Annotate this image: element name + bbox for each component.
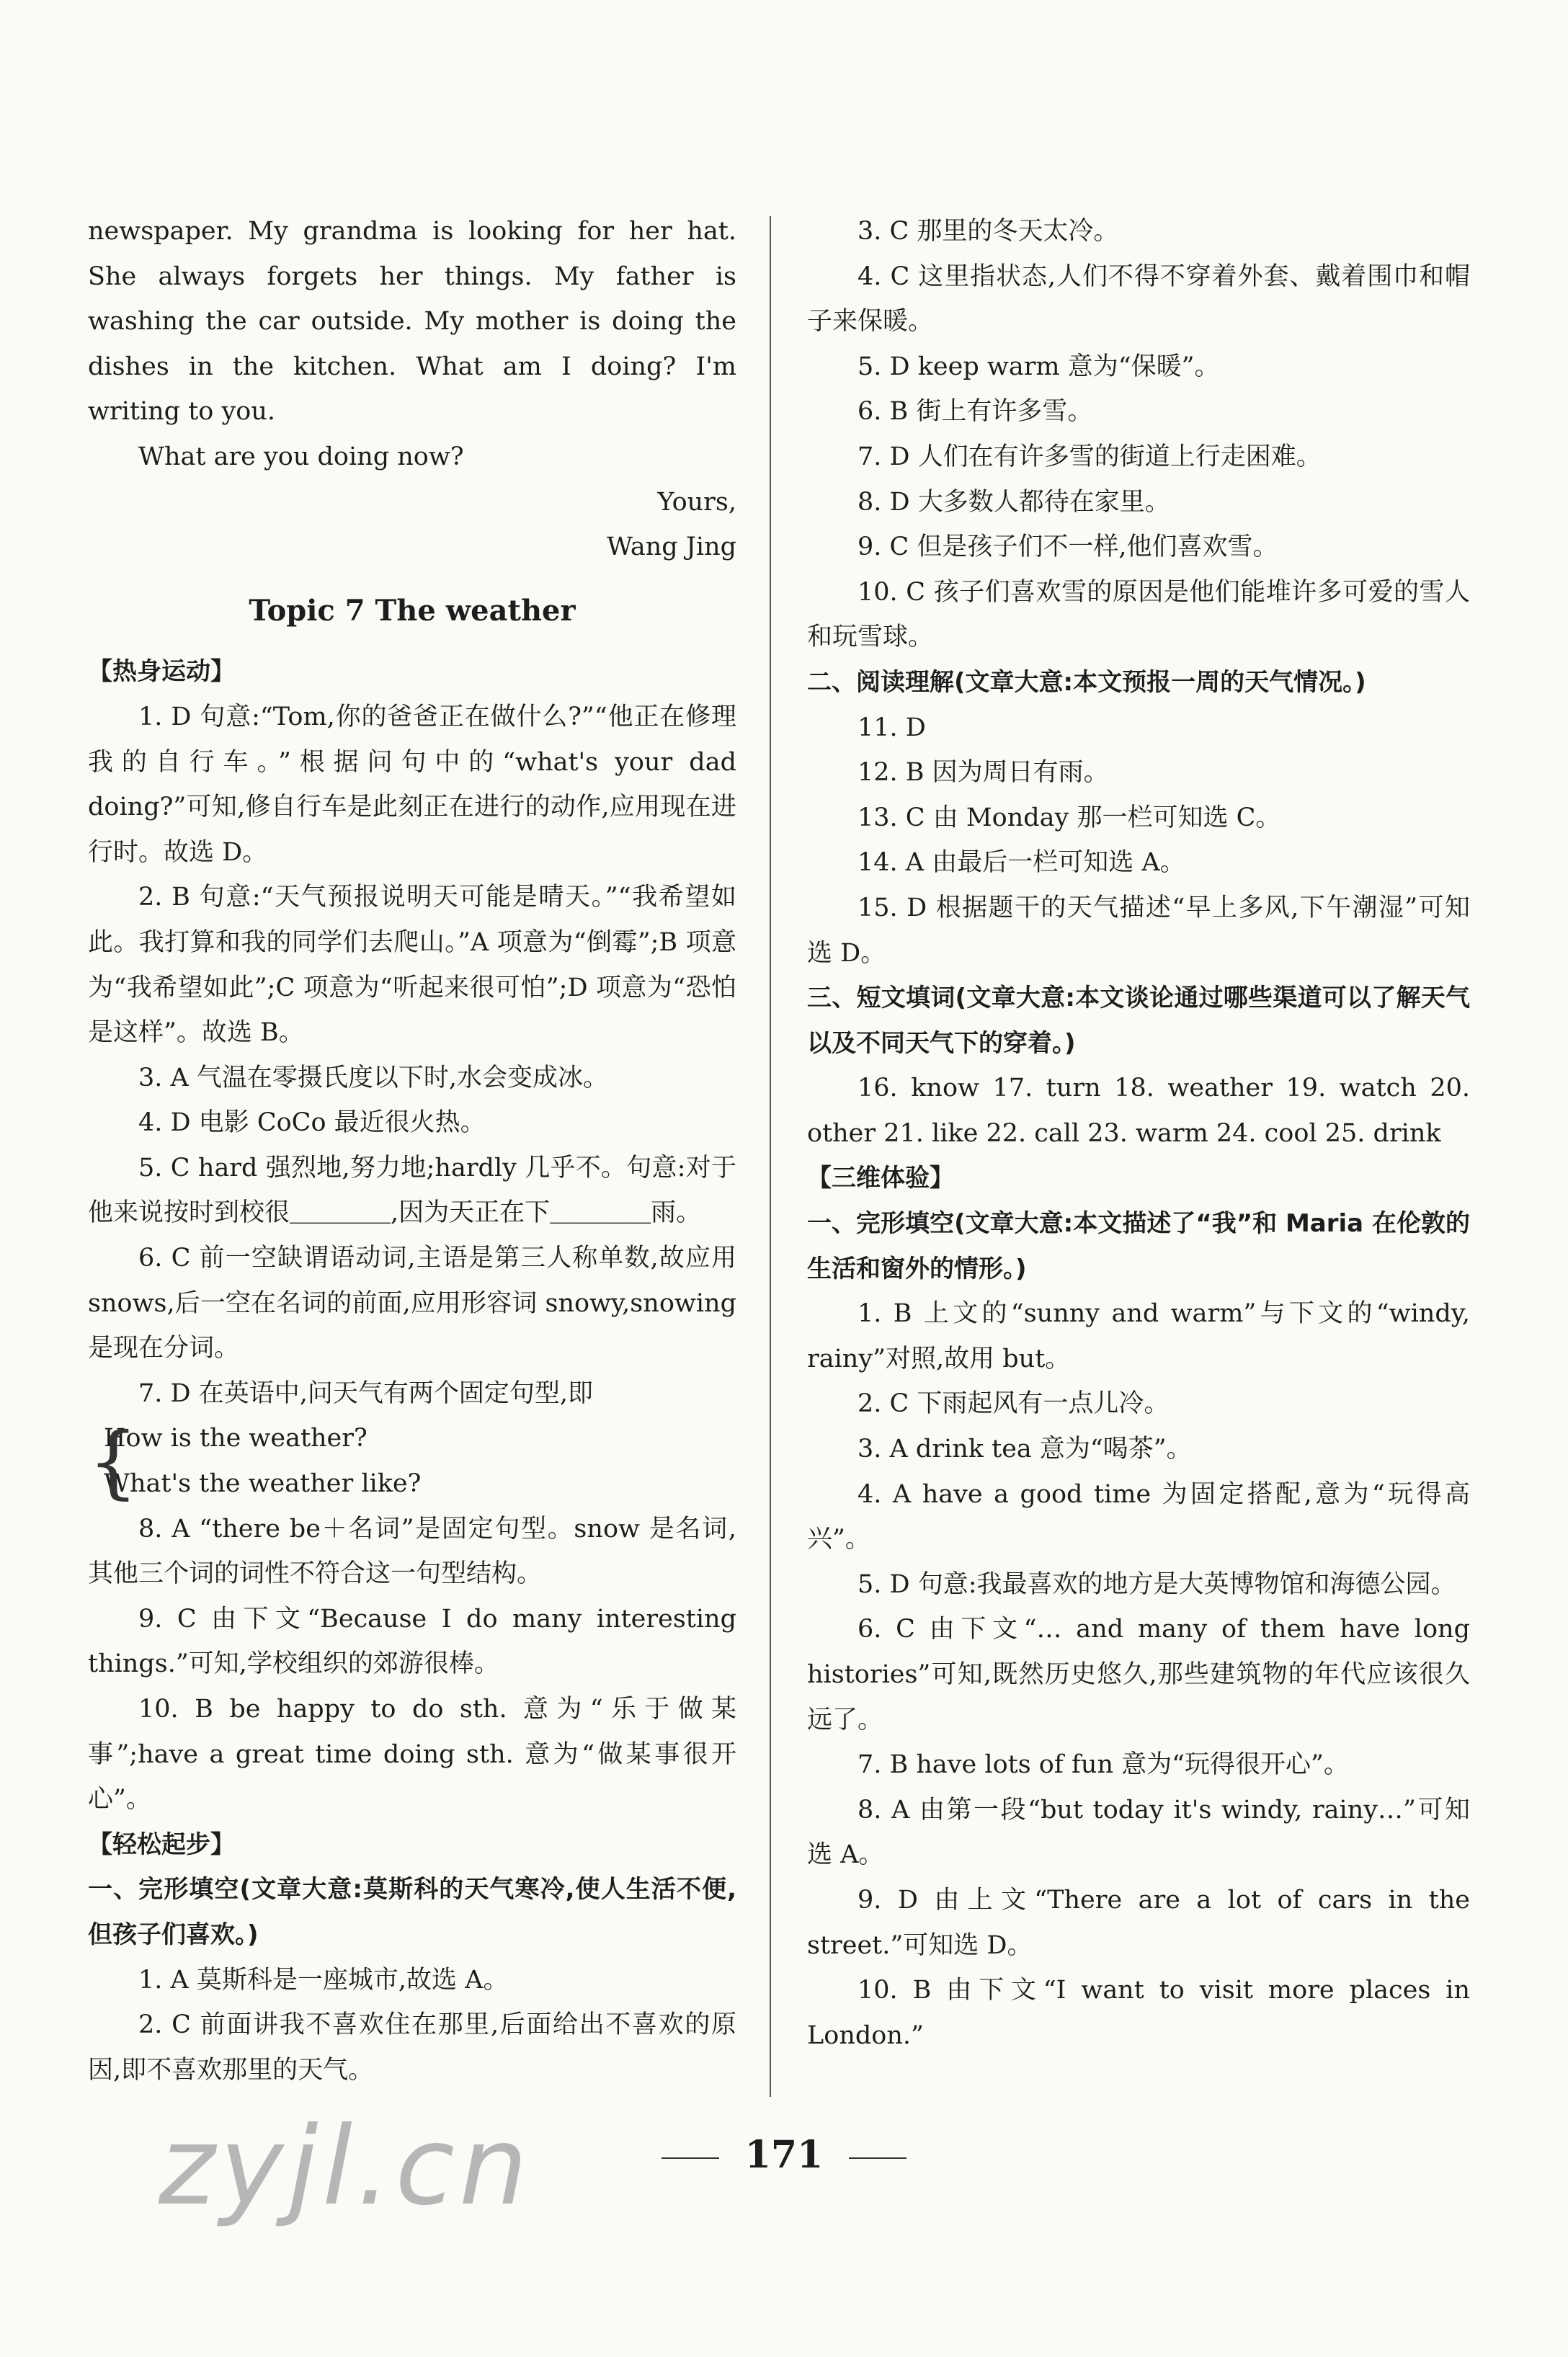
left-column bbox=[88, 209, 736, 2093]
paragraph: 1. B 上文的“sunny and warm”与下文的“windy, rainy”对照,故用 but。 bbox=[807, 1299, 1470, 1373]
paragraph: 10. B 由下文“I want to visit more places in London.” bbox=[807, 1976, 1470, 2050]
paragraph: 9. C 由下文“Because I do many interesting things.”可知,学校组织的郊游很棒。 bbox=[88, 1604, 736, 1679]
paragraph: 6. B 街上有许多雪。 bbox=[858, 397, 1093, 427]
paragraph: newspaper. My grandma is looking for her hat. She always forgets her things. My father is washing the car outside. My mother is doing the dishes in the kitchen. What am I doing? I'm writing to you. bbox=[88, 217, 736, 427]
paragraph: 8. D 大多数人都待在家里。 bbox=[858, 487, 1170, 517]
section-heading: 【轻松起步】 bbox=[88, 1830, 235, 1859]
paragraph: 6. C 前一空缺谓语动词,主语是第三人称单数,故应用 snows,后一空在名词的前面,应用形容词 snowy,snowing 是现在分词。 bbox=[88, 1244, 736, 1363]
paragraph: 7. D 人们在有许多雪的街道上行走困难。 bbox=[858, 442, 1322, 471]
section-heading: 三、短文填词(文章大意:本文谈论通过哪些渠道可以了解天气以及不同天气下的穿着。) bbox=[807, 984, 1470, 1058]
brace-line: How is the weather? bbox=[104, 1424, 368, 1453]
paragraph: 4. C 这里指状态,人们不得不穿着外套、戴着围巾和帽子来保暖。 bbox=[807, 262, 1470, 337]
paragraph: 10. C 孩子们喜欢雪的原因是他们能堆许多可爱的雪人和玩雪球。 bbox=[807, 577, 1470, 652]
paragraph: 11. D bbox=[858, 713, 926, 742]
topic-title: Topic 7 The weather bbox=[249, 593, 576, 628]
page-number-dash-right bbox=[849, 2157, 906, 2159]
brace-symbol: { bbox=[88, 1415, 138, 1508]
paragraph: 4. A have a good time 为固定搭配,意为“玩得高兴”。 bbox=[807, 1479, 1470, 1554]
brace-block bbox=[88, 1416, 736, 1506]
paragraph: 3. A drink tea 意为“喝茶”。 bbox=[858, 1435, 1192, 1464]
signature-line: Yours, bbox=[657, 487, 736, 517]
paragraph: What are you doing now? bbox=[138, 442, 464, 471]
paragraph: 6. C 由下文“… and many of them have long histories”可知,既然历史悠久,那些建筑物的年代应该很久远了。 bbox=[807, 1615, 1470, 1734]
section-heading: 一、完形填空(文章大意:本文描述了“我”和 Maria 在伦敦的生活和窗外的情形。) bbox=[807, 1209, 1470, 1283]
paragraph: 13. C 由 Monday 那一栏可知选 C。 bbox=[858, 803, 1281, 832]
paragraph: 16. know 17. turn 18. weather 19. watch 20. other 21. like 22. call 23. warm 24. cool 25. drink bbox=[807, 1074, 1470, 1148]
paragraph: 8. A 由第一段“but today it's windy, rainy…”可知选 A。 bbox=[807, 1795, 1470, 1870]
signature-line: Wang Jing bbox=[606, 533, 736, 562]
paragraph: 3. A 气温在零摄氏度以下时,水会变成冰。 bbox=[138, 1063, 609, 1092]
paragraph: 2. B 句意:“天气预报说明天可能是晴天。”“我希望如此。我打算和我的同学们去爬山。”A 项意为“倒霉”;B 项意为“我希望如此”;C 项意为“听起来很可怕”;D 项意为“恐怕是这样”。故选 B。 bbox=[88, 883, 736, 1048]
watermark-logo: zyjl.cn bbox=[159, 2104, 533, 2229]
paragraph: 3. C 那里的冬天太冷。 bbox=[858, 217, 1119, 246]
paragraph: 9. C 但是孩子们不一样,他们喜欢雪。 bbox=[858, 533, 1278, 562]
paragraph: 12. B 因为周日有雨。 bbox=[858, 758, 1109, 788]
paragraph: 4. D 电影 CoCo 最近很火热。 bbox=[138, 1108, 486, 1138]
paragraph: 9. D 由上文“There are a lot of cars in the street.”可知选 D。 bbox=[807, 1885, 1470, 1960]
section-heading: 二、阅读理解(文章大意:本文预报一周的天气情况。) bbox=[807, 667, 1366, 697]
section-heading: 一、完形填空(文章大意:莫斯科的天气寒冷,使人生活不便,但孩子们喜欢。) bbox=[88, 1875, 736, 1949]
right-column bbox=[807, 209, 1470, 2058]
column-divider bbox=[770, 216, 771, 2097]
paragraph: 5. D keep warm 意为“保暖”。 bbox=[858, 352, 1220, 381]
paragraph: 1. D 句意:“Tom,你的爸爸正在做什么?”“他正在修理我的自行车。”根据问句中的“what's your dad doing?”可知,修自行车是此刻正在进行的动作,应用现在进行时。故选 D。 bbox=[88, 702, 736, 867]
paragraph: 15. D 根据题干的天气描述“早上多风,下午潮湿”可知选 D。 bbox=[807, 893, 1470, 968]
page-number-text: 171 bbox=[744, 2133, 824, 2177]
paragraph: 7. B have lots of fun 意为“玩得很开心”。 bbox=[858, 1750, 1349, 1780]
paragraph: 1. A 莫斯科是一座城市,故选 A。 bbox=[138, 1965, 509, 1995]
section-heading: 【热身运动】 bbox=[88, 657, 235, 687]
paragraph: 2. C 下雨起风有一点儿冷。 bbox=[858, 1389, 1170, 1419]
paragraph: 10. B be happy to do sth. 意为“乐于做某事”;have a great time doing sth. 意为“做某事很开心”。 bbox=[88, 1695, 736, 1814]
paragraph: 8. A “there be＋名词”是固定句型。snow 是名词,其他三个词的词性不符合这一句型结构。 bbox=[88, 1514, 736, 1589]
paragraph: 14. A 由最后一栏可知选 A。 bbox=[858, 848, 1185, 878]
paragraph: 5. C hard 强烈地,努力地;hardly 几乎不。句意:对于他来说按时到校很＿＿＿＿,因为天正在下＿＿＿＿雨。 bbox=[88, 1153, 736, 1228]
section-heading: 【三维体验】 bbox=[807, 1164, 954, 1193]
paragraph: 2. C 前面讲我不喜欢住在那里,后面给出不喜欢的原因,即不喜欢那里的天气。 bbox=[88, 2010, 736, 2085]
brace-line: What's the weather like? bbox=[104, 1469, 422, 1499]
paragraph: 7. D 在英语中,问天气有两个固定句型,即 bbox=[138, 1378, 593, 1408]
paragraph: 5. D 句意:我最喜欢的地方是大英博物馆和海德公园。 bbox=[858, 1569, 1456, 1599]
page-number-dash-left bbox=[662, 2157, 719, 2159]
